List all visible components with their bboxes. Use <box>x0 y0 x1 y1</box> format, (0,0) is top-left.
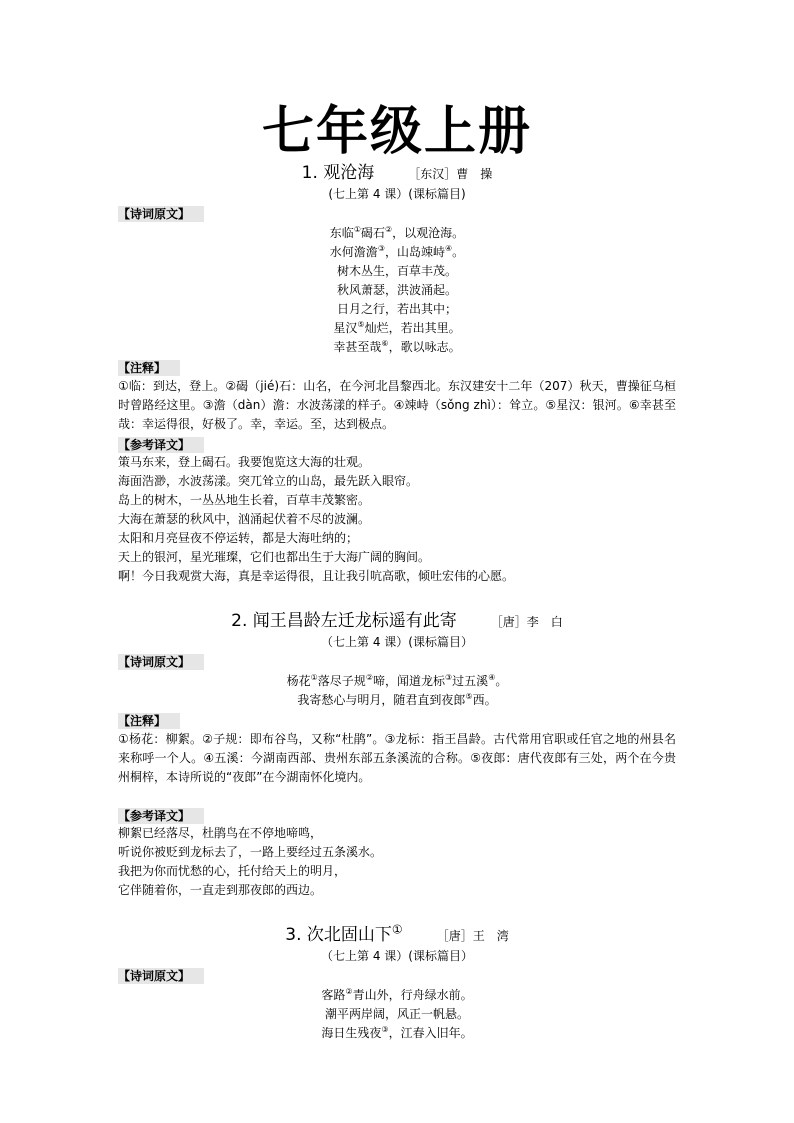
section-title <box>118 924 676 947</box>
poem-text <box>118 672 676 710</box>
poem-line: 水何澹澹③，山岛竦峙④。 <box>329 244 465 259</box>
translation-text <box>118 824 676 900</box>
poem-author: ［唐］王 湾 <box>436 929 509 943</box>
poem-author: ［东汉］曹 操 <box>408 167 493 181</box>
section-1 <box>118 162 676 586</box>
translation-line: 太阳和月亮昼夜不停运转，都是大海吐纳的； <box>118 531 359 545</box>
main-title: 七年级上册 <box>261 101 532 162</box>
translation-line: 啊！今日我观赏大海，真是幸运得很，且让我引吭高歌，倾吐宏伟的心愿。 <box>118 569 515 583</box>
poem-label: 【诗词原文】 <box>118 206 204 222</box>
poem-line: 杨花①落尽子规②啼，闻道龙标③过五溪④。 <box>286 673 508 688</box>
poem-line: 星汉⑤灿烂，若出其里。 <box>333 320 461 335</box>
poem-line: 客路②青山外，行舟绿水前。 <box>321 987 473 1002</box>
poem-title: 2. 闻王昌龄左迁龙标遥有此寄 <box>231 611 457 631</box>
poem-label: 【诗词原文】 <box>118 654 204 670</box>
translation-line: 策马东来，登上碣石。我要饱览这大海的壮观。 <box>118 455 371 469</box>
section-2 <box>118 610 676 900</box>
notes-label: 【注释】 <box>118 360 180 376</box>
section-3 <box>118 924 676 1043</box>
poem-title: 3. 次北固山下① <box>285 922 403 945</box>
notes-text: ①临：到达，登上。②碣（jié)石：山名，在今河北昌黎西北。东汉建安十二年（207）秋天，曹操征乌桓时曾路经这里。③澹（dàn）澹：水波荡漾的样子。④竦峙（sǒng zhì）：耸立。⑤星汉：银河。⑥幸甚至哉：幸运得很，好极了。幸，幸运。至，达到极点。 <box>118 379 676 431</box>
notes-text: ①杨花：柳絮。②子规：即布谷鸟，又称“杜鹃”。③龙标：指王昌龄。古代常用官职或任官之地的州县名来称呼一个人。④五溪：今湖南西部、贵州东部五条溪流的合称。⑤夜郎：唐代夜郎有三处，两个在今贵州桐梓，本诗所说的“夜郎”在今湖南怀化境内。 <box>118 732 676 784</box>
poem-line: 潮平两岸阔，风正一帆悬。 <box>324 1007 469 1021</box>
poem-source: （七上第 4 课）(课标篇目） <box>321 949 473 963</box>
document-page <box>118 0 676 1043</box>
poem-author: ［唐］李 白 <box>490 615 563 629</box>
translation-line: 海面浩渺，水波荡漾。突兀耸立的山岛，最先跃入眼帘。 <box>118 474 419 488</box>
poem-line: 日月之行，若出其中； <box>336 302 457 316</box>
poem-line: 幸甚至哉⑥，歌以咏志。 <box>333 339 461 354</box>
section-title <box>118 610 676 633</box>
poem-line: 海日生残夜③，江春入旧年。 <box>321 1025 473 1040</box>
translation-label: 【参考译文】 <box>118 437 204 453</box>
poem-line: 秋风萧瑟，洪波涌起。 <box>336 283 457 297</box>
poem-source: (七上第 4 课）(课标篇目) <box>328 187 466 201</box>
translation-line: 岛上的树木，一丛丛地生长着，百草丰茂繁密。 <box>118 493 371 507</box>
section-title <box>118 162 676 185</box>
translation-line: 柳絮已经落尽，杜鹃鸟在不停地啼鸣， <box>118 826 323 840</box>
poem-source: （七上第 4 课）(课标篇目） <box>321 635 473 649</box>
translation-label: 【参考译文】 <box>118 808 204 824</box>
poem-line: 我寄愁心与明月，随君直到夜郎⑤西。 <box>297 692 497 707</box>
translation-line: 我把为你而忧愁的心，托付给天上的明月， <box>118 864 347 878</box>
notes-label: 【注释】 <box>118 713 180 729</box>
poem-text <box>118 224 676 357</box>
translation-line: 大海在萧瑟的秋风中，汹涌起伏着不尽的波澜。 <box>118 512 371 526</box>
poem-title: 1. 观沧海 <box>301 163 375 183</box>
poem-label: 【诗词原文】 <box>118 968 204 984</box>
translation-line: 听说你被贬到龙标去了，一路上要经过五条溪水。 <box>118 845 383 859</box>
translation-line: 天上的银河，星光璀璨，它们也都出生于大海广阔的胸间。 <box>118 550 431 564</box>
poem-line: 树木丛生，百草丰茂。 <box>336 264 457 278</box>
poem-line: 东临①碣石②，以观沧海。 <box>329 225 465 240</box>
translation-line: 它伴随着你，一直走到那夜郎的西边。 <box>118 883 323 897</box>
poem-text <box>118 986 676 1043</box>
translation-text <box>118 453 676 586</box>
